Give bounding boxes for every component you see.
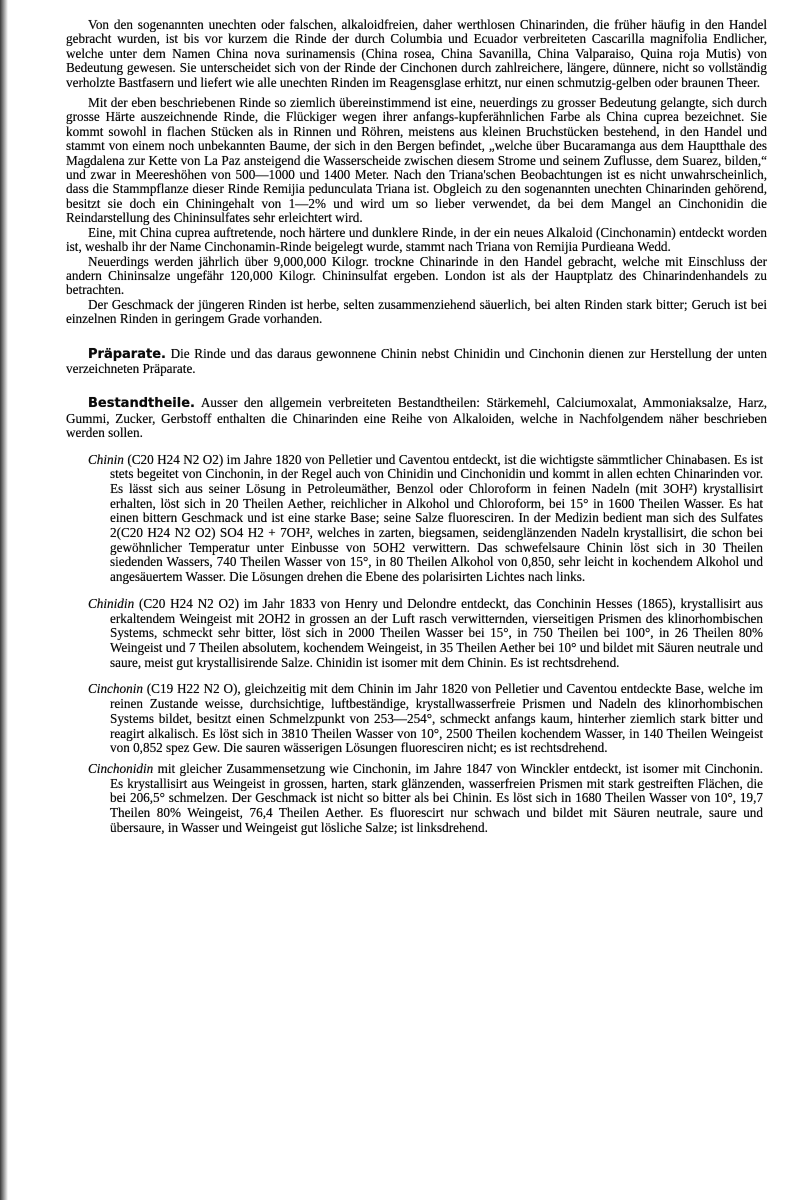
alkaloid-name: Chinin — [88, 451, 124, 467]
alkaloid-entry-chinidin — [66, 597, 767, 671]
alkaloid-description: (C20 H24 N2 O2) im Jahre 1820 von Pelletier und Caventou entdeckt, ist die wichtigste sämmtlicher Chinabasen. Es ist stets begeitet von Cinchonin, in der Regel auch von Chinidin und Cinchonidin und kommt in allen echten Chinarinden vor. Es lässt sich aus seiner Lösung in Petroleumäther, Benzol oder Chloroform in feinen Nadeln (mit 3OH²) krystallisirt erhalten, löst sich in 20 Theilen Aether, reichlicher in Alkohol und Chloroform, bei 15° in 1600 Theilen Wasser. Es hat einen bittern Geschmack und ist eine starke Base; seine Salze fluoresciren. In der Medizin bedient man sich des Sulfates 2(C20 H24 N2 O2) SO4 H2 + 7OH², welches in zarten, biegsamen, seidenglänzenden Nadeln krystallisirt, die schon bei gewöhnlicher Temperatur unter Einbusse von 5OH2 verwittern. Das schwefelsaure Chinin löst sich in 30 Theilen siedenden Wassers, 740 Theilen Wasser von 15°, in 80 Theilen Alkohol von 0,850, sehr leicht in kochendem Alkohol und angesäuertem Wasser. Die Lösungen drehen die Ebene des polarisirten Lichtes nach links. — [110, 451, 763, 585]
alkaloid-description: (C19 H22 N2 O), gleichzeitig mit dem Chinin im Jahr 1820 von Pelletier und Caventou entdeckte Base, welche im reinen Zustande weisse, durchsichtige, luftbeständige, krystallwasserfreie Prismen und Nadeln des klinorhombischen Systems bildet, besitzt einen Schmelzpunkt von 253—254°, schmeckt anfangs kaum, hinterher ziemlich stark bitter und reagirt alkalisch. Es löst sich in 3810 Theilen Wasser von 10°, 2500 Theilen kochendem Wasser, in 140 Theilen Weingeist von 0,852 spez Gew. Die sauren wässerigen Lösungen fluoresciren nicht; es ist rechtsdrehend. — [110, 681, 763, 756]
paragraph-unechte-rinden: Von den sogenannten unechten oder falschen, alkaloidfreien, daher werthlosen Chinarinden, die früher häufig in den Handel gebracht wurden, ist bis vor kurzem die Rinde der durch Columbia und Ecuador verbreiteten Cascarilla magnifolia Endlicher, welche unter dem Namen China nova surinamensis (China rosea, China Savanilla, China Valparaiso, Quina roja Mutis) von Bedeutung gewesen. Sie unterscheidet sich von der Rinde der Cinchonen durch zahlreichere, längere, dünnere, nicht so vollständig verholzte Bastfasern und liefert wie alle unechten Rinden im Reagensglase erhitzt, nur einen schmutzig-gelben oder braunen Theer. — [66, 17, 767, 90]
section-bestandtheile — [66, 396, 767, 440]
section-praeparate — [66, 347, 767, 377]
alkaloid-name: Cinchonidin — [88, 760, 154, 776]
alkaloid-entry-cinchonin — [66, 682, 767, 756]
paragraph-handel: Neuerdings werden jährlich über 9,000,000 Kilogr. trockne Chinarinde in den Handel gebracht, welche mit Einschluss der andern Chininsalze ungefähr 120,000 Kilogr. Chininsulfat ergeben. London ist als der Hauptplatz des Chinarindenhandels zu betrachten. — [66, 253, 767, 298]
alkaloid-name: Cinchonin — [88, 681, 143, 697]
bestandtheile-text: Ausser den allgemein verbreiteten Bestandtheilen: Stärkemehl, Calciumoxalat, Ammoniaksalze, Harz, Gummi, Zucker, Gerbstoff enthalten die Chinarinden eine Reihe von Alkaloiden, welche in Nachfolgendem näher beschrieben werden sollen. — [66, 395, 767, 441]
alkaloid-description: (C20 H24 N2 O2) im Jahr 1833 von Henry und Delondre entdeckt, das Conchinin Hesses (1865), krystallisirt aus erkaltendem Weingeist mit 2OH2 in grossen an der Luft rasch verwitternden, vierseitigen Prismen des klinorhombischen Systems, schmeckt sehr bitter, löst sich in 2000 Theilen Wasser bei 15°, in 750 Theilen bei 100°, in 26 Theilen 80% Weingeist und 7 Theilen absolutem, kochendem Weingeist, in 35 Theilen Aether bei 10° und bildet mit Säuren neutrale und saure, meist gut krystallisirende Salze. Chinidin ist isomer mit dem Chinin. Es ist rechtsdrehend. — [110, 595, 763, 670]
alkaloid-description: mit gleicher Zusammensetzung wie Cinchonin, im Jahre 1847 von Winckler entdeckt, ist isomer mit Cinchonin. Es krystallisirt aus Weingeist in grossen, harten, stark glänzenden, wasserfreien Prismen mit stark gestreiften Flächen, die bei 206,5° schmelzen. Der Geschmack ist nicht so bitter als bei Chinin. Es löst sich in 1680 Theilen Wasser von 10°, 19,7 Theilen 80% Weingeist, 76,4 Theilen Aether. Es fluorescirt nur schwach und bildet mit Säuren neutrale, saure und übersaure, in Wasser und Weingeist gut lösliche Salze; ist linksdrehend. — [110, 760, 763, 835]
alkaloid-entry-chinin — [66, 453, 767, 585]
alkaloid-entry-cinchonidin — [66, 762, 767, 836]
paragraph-cinchonamin-rinde: Eine, mit China cuprea auftretende, noch härtere und dunklere Rinde, in der ein neues Alkaloid (Cinchonamin) entdeckt worden ist, weshalb ihr der Name Cinchonamin-Rinde beigelegt wurde, stammt nach Triana von Remijia Purdieana Wedd. — [66, 224, 767, 255]
page-edge-shadow — [0, 0, 8, 1200]
bestandtheile-heading: Bestandtheile. — [88, 396, 195, 412]
praeparate-text: Die Rinde und das daraus gewonnene Chinin nebst Chinidin und Cinchonin dienen zur Herstellung der unten verzeichneten Präparate. — [66, 345, 767, 376]
paragraph-china-cuprea: Mit der eben beschriebenen Rinde so ziemlich übereinstimmend ist eine, neuerdings zu grosser Bedeutung gelangte, sich durch grosse Härte auszeichnende Rinde, die Flückiger wegen ihrer anfangs-kupferähnlichen Farbe als China cuprea bezeichnet. Sie kommt sowohl in flachen Stücken als in Rinnen und Röhren, meistens aus kleinen Bruchstücken bestehend, in den Handel und stammt von einem noch unbekannten Baume, der sich in den Bergen befindet, „welche über Bucaramanga aus dem Hauptthale des Magdalena zur Kette von La Paz ansteigend die Wasserscheide zwischen diesem Strome und seinem Zuflusse, dem Suarez, bilden,“ und zwar in Meereshöhen von 500—1000 und 1400 Meter. Nach den Triana'schen Beobachtungen ist es nicht unwahrscheinlich, dass die Stammpflanze dieser Rinde Remijia pedunculata Triana ist. Obgleich zu den sogenannten unechten Chinarinden gehörend, besitzt sie doch ein Chiningehalt von 1—2% und wird um so lieber verwendet, da bei dem Mangel an Cinchonidin die Reindarstellung des Chininsulfates sehr erleichtert wird. — [66, 95, 767, 226]
paragraph-geschmack: Der Geschmack der jüngeren Rinden ist herbe, selten zusammenziehend säuerlich, bei alten Rinden stark bitter; Geruch ist bei einzelnen Rinden in geringem Grade vorhanden. — [66, 296, 767, 327]
alkaloid-name: Chinidin — [88, 595, 135, 611]
praeparate-heading: Präparate. — [88, 346, 166, 362]
